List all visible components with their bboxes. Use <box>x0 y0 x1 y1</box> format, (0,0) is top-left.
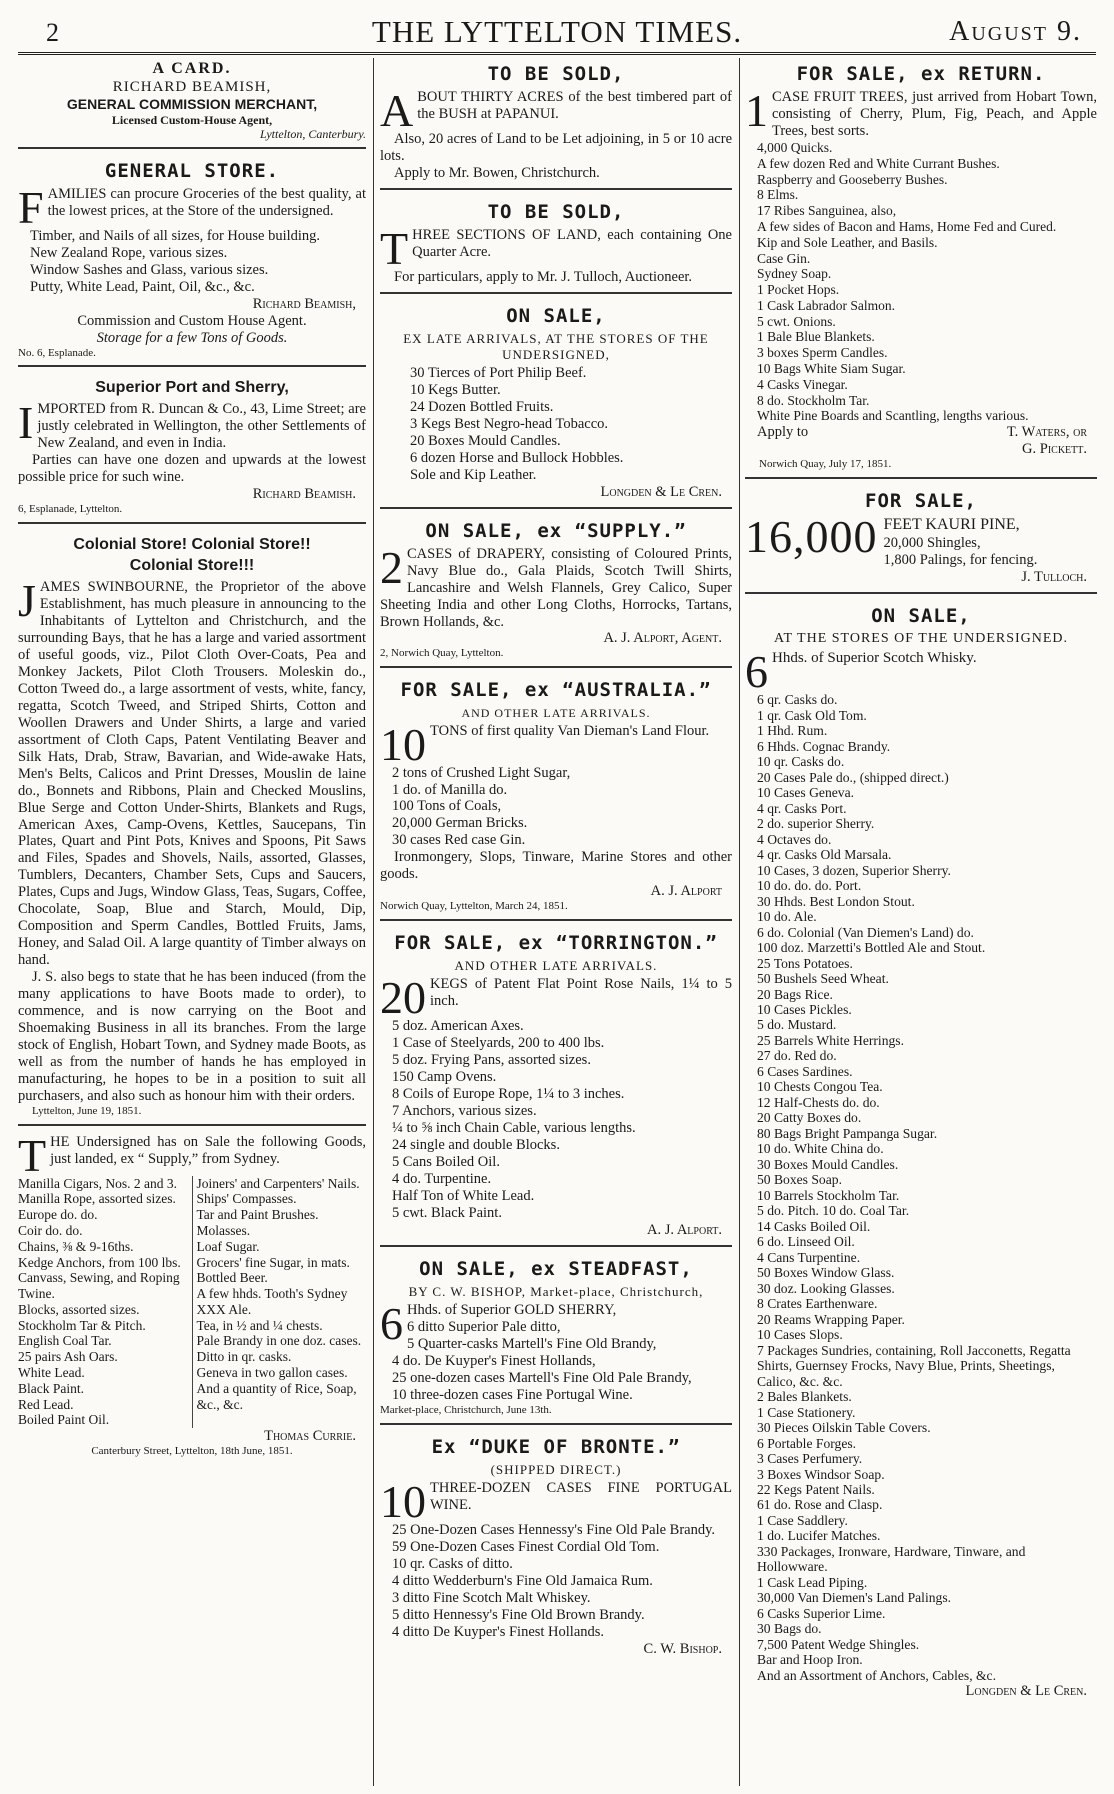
list-item: 3 Boxes Windsor Soap. <box>757 1466 885 1482</box>
list-item: 20 Cases Pale do., (shipped direct.) <box>757 769 949 785</box>
ad-apply: Apply to <box>757 424 809 441</box>
ad-lead-text: Hhds. of Superior Scotch Whisky. <box>772 650 977 667</box>
list-item: 10 Cases Geneva. <box>757 785 855 801</box>
list-item: Europe do. do. <box>18 1207 98 1223</box>
address: Canterbury Street, Lyttelton, 18th June, 1851. <box>91 1445 293 1458</box>
list-item: 8 Elms. <box>757 187 799 203</box>
list-item: 5 doz. American Axes. <box>392 1018 524 1035</box>
ad-lead <box>380 976 732 1018</box>
ad-lead-text: CASE FRUIT TREES, just arrived from Hobart Town, consisting of Cherry, Plum, Fig, Peach, and Apple Trees, best sorts. <box>772 89 1097 140</box>
goods-columns <box>18 1176 366 1429</box>
list-item: Molasses. <box>196 1222 251 1238</box>
newspaper-title: THE LYTTELTON TIMES. <box>371 14 743 49</box>
ad-lead <box>380 723 732 765</box>
signature: Richard Beamish. <box>252 485 356 502</box>
apply-row <box>745 424 1097 441</box>
list-item: Geneva in two gallon cases. <box>196 1364 348 1380</box>
list-item: 20 Boxes Mould Candles. <box>410 432 561 449</box>
list-item: Loaf Sugar. <box>196 1238 260 1254</box>
list-item: 1 Pocket Hops. <box>757 282 840 298</box>
ad-apply: Apply to Mr. Bowen, Christchurch. <box>394 165 600 182</box>
list-item: 8 Crates Earthenware. <box>757 1296 878 1312</box>
list-item: 2 tons of Crushed Light Sugar, <box>392 764 571 781</box>
kauri-line: 20,000 Shingles, <box>883 534 981 551</box>
item-list <box>380 365 732 484</box>
list-item: Pale Brandy in one doz. cases. <box>196 1333 362 1349</box>
list-item: Window Sashes and Glass, various sizes. <box>30 261 269 278</box>
address: Lyttelton, June 19, 1851. <box>32 1104 142 1117</box>
ad-lead <box>380 89 732 131</box>
list-item: 14 Casks Boiled Oil. <box>757 1218 871 1234</box>
list-item: 1 Case of Steelyards, 200 to 400 lbs. <box>392 1035 605 1052</box>
page-number: 2 <box>46 18 59 47</box>
list-item: Ships' Compasses. <box>196 1191 297 1207</box>
ad-subheading: BY C. W. BISHOP, Market-place, Christchurch, <box>408 1284 704 1300</box>
list-item: And a quantity of Rice, Soap, &c., &c. <box>196 1380 357 1412</box>
list-item: 61 do. Rose and Clasp. <box>757 1497 883 1513</box>
list-item: 150 Camp Ovens. <box>392 1069 497 1086</box>
ad-kauri-pine <box>745 485 1097 594</box>
ad-general-store <box>18 155 366 368</box>
ad-to-be-sold-land <box>380 196 732 294</box>
ad-card <box>18 58 366 149</box>
ad-lead-text: Hhds. of Superior GOLD SHERRY, <box>407 1302 617 1319</box>
ad-lead <box>380 1302 732 1404</box>
list-item: 4 do. Turpentine. <box>392 1171 492 1188</box>
list-item: 6 Hhds. Cognac Brandy. <box>757 738 891 754</box>
list-item: And an Assortment of Anchors, Cables, &c. <box>757 1667 996 1683</box>
ad-colonial-store <box>18 530 366 1126</box>
list-item: 10 do. do. do. Port. <box>757 878 862 894</box>
list-item: 3 Kegs Best Negro-head Tobacco. <box>410 415 609 432</box>
drop-cap: 6 <box>380 1302 403 1350</box>
list-item: A few dozen Red and White Currant Bushes. <box>757 155 1000 171</box>
drop-cap: T <box>18 1133 47 1176</box>
list-item: 10 qr. Casks of ditto. <box>392 1556 513 1573</box>
ad-heading: FOR SALE, ex RETURN. <box>796 63 1046 85</box>
list-item: 2 do. superior Sherry. <box>757 816 875 832</box>
list-item: 10 Chests Congou Tea. <box>757 1079 883 1095</box>
list-item: 10 Cases Pickles. <box>757 1001 852 1017</box>
list-item: 27 do. Red do. <box>757 1048 837 1064</box>
list-item: 30 Hhds. Best London Stout. <box>757 893 915 909</box>
address: 6, Esplanade, Lyttelton. <box>18 502 123 515</box>
list-item: Timber, and Nails of all sizes, for House building. <box>30 227 321 244</box>
ad-lead <box>18 401 366 452</box>
list-item: 1 Case Stationery. <box>757 1404 856 1420</box>
ad-subheading: EX LATE ARRIVALS, AT THE STORES OF THE UNDERSIGNED, <box>403 331 709 362</box>
ad-subheading: AT THE STORES OF THE UNDERSIGNED. <box>773 630 1069 646</box>
list-item: 7 Anchors, various sizes. <box>392 1103 537 1120</box>
list-item: 25 pairs Ash Oars. <box>18 1349 118 1365</box>
list-item: 30 cases Red case Gin. <box>392 832 526 849</box>
masthead <box>18 6 1096 55</box>
signature: A. J. Alport <box>650 883 722 900</box>
list-item: 7 Packages Sundries, containing, Roll Jacconetts, Regatta Shirts, Guernsey Frocks, Navy Blue, Prints, Sheetings, Calico, &c. &c. <box>757 1342 1071 1389</box>
goods-list-right <box>192 1176 367 1429</box>
column-rule <box>739 58 740 1786</box>
ad-on-sale-stores <box>745 600 1097 1707</box>
list-item: 4 qr. Casks Old Marsala. <box>757 847 892 863</box>
list-item: 4 ditto De Kuyper's Finest Hollands. <box>392 1623 605 1640</box>
list-item: 10 Cases, 3 dozen, Superior Sherry. <box>757 862 951 878</box>
ad-lead <box>380 227 732 269</box>
drop-cap: J <box>18 579 36 627</box>
list-item: 1 qr. Cask Old Tom. <box>757 707 867 723</box>
list-item: 1 Cask Labrador Salmon. <box>757 297 895 313</box>
ad-lead <box>18 1134 366 1176</box>
list-item: 17 Ribes Sanguinea, also, <box>757 203 897 219</box>
list-item: 6 qr. Casks do. <box>757 692 838 708</box>
drop-cap: 10 <box>380 722 426 765</box>
list-item: 2 Bales Blankets. <box>757 1389 852 1405</box>
ad-heading: FOR SALE, <box>865 489 977 512</box>
list-item: 30 Boxes Mould Candles. <box>757 1156 899 1172</box>
list-item: Bottled Beer. <box>196 1270 268 1286</box>
list-item: 10 Barrels Stockholm Tar. <box>757 1187 900 1203</box>
ad-ex-steadfast <box>380 1253 732 1425</box>
address: Norwich Quay, July 17, 1851. <box>759 458 892 471</box>
list-item: 6 Cases Sardines. <box>757 1063 853 1079</box>
signature-title: Commission and Custom House Agent. <box>77 312 307 329</box>
list-item: 6 do. Colonial (Van Diemen's Land) do. <box>757 924 974 940</box>
ad-ex-return <box>745 58 1097 479</box>
ad-heading: FOR SALE, ex “AUSTRALIA.” <box>400 679 712 702</box>
list-item: 30 Tierces of Port Philip Beef. <box>410 364 587 381</box>
list-item: 59 One-Dozen Cases Finest Cordial Old Tom. <box>392 1539 660 1556</box>
kauri-line: FEET KAURI PINE, <box>883 516 1020 534</box>
list-item: A few sides of Bacon and Hams, Home Fed and Cured. <box>757 218 1057 234</box>
list-item: 6 Portable Forges. <box>757 1435 857 1451</box>
list-item: 1 do. of Manilla do. <box>392 781 508 798</box>
item-list <box>18 228 366 296</box>
ad-lead-text: THREE-DOZEN CASES FINE PORTUGAL WINE. <box>430 1480 732 1514</box>
ad-subheading: AND OTHER LATE ARRIVALS. <box>454 958 658 974</box>
ad-heading: GENERAL STORE. <box>104 159 280 182</box>
list-item: White Pine Boards and Scantling, lengths various. <box>757 408 1029 424</box>
address: Market-place, Christchurch, June 13th. <box>380 1403 552 1416</box>
issue-date: August 9. <box>949 16 1082 47</box>
list-item: Raspberry and Gooseberry Bushes. <box>757 171 948 187</box>
list-item: 24 Dozen Bottled Fruits. <box>410 398 554 415</box>
ad-lead-text: BOUT THIRTY ACRES of the best timbered part of the BUSH at PAPANUI. <box>417 89 732 123</box>
column-2 <box>380 58 732 1786</box>
list-item: 6 Casks Superior Lime. <box>757 1605 886 1621</box>
list-item: 3 Cases Perfumery. <box>757 1451 863 1467</box>
column-3 <box>745 58 1097 1786</box>
signature: A. J. Alport, Agent. <box>603 630 722 647</box>
list-item: 8 Coils of Europe Rope, 1¼ to 3 inches. <box>392 1086 625 1103</box>
list-item: 6 dozen Horse and Bullock Hobbles. <box>410 449 624 466</box>
list-item: Canvass, Sewing, and Roping Twine. <box>18 1270 180 1302</box>
list-item: Half Ton of White Lead. <box>392 1187 535 1204</box>
column-rule <box>373 58 374 1786</box>
drop-cap: 6 <box>745 650 768 693</box>
list-item: 3 boxes Sperm Candles. <box>757 345 888 361</box>
ad-heading: Colonial Store! Colonial Store!! <box>73 535 311 553</box>
ad-lead <box>745 650 1097 692</box>
list-item: Case Gin. <box>757 250 811 266</box>
signature: Thomas Currie. <box>264 1428 356 1445</box>
list-item: 4 Casks Vinegar. <box>757 376 848 392</box>
ad-lead-text: HE Undersigned has on Sale the following Goods, just landed, ex “ Supply,” from Sydney. <box>50 1133 366 1167</box>
list-item: 10 Kegs Butter. <box>410 381 501 398</box>
list-item: 4 qr. Casks Port. <box>757 800 847 816</box>
list-item: 3 ditto Fine Scotch Malt Whiskey. <box>392 1590 591 1607</box>
list-item: 10 three-dozen cases Fine Portugal Wine. <box>392 1387 633 1404</box>
big-number: 16,000 <box>745 516 878 563</box>
list-item: 25 Barrels White Herrings. <box>757 1032 904 1048</box>
ad-on-sale-arrivals <box>380 300 732 508</box>
list-item: 5 do. Mustard. <box>757 1017 837 1033</box>
ad-ex-supply <box>380 515 732 669</box>
list-item: 25 one-dozen cases Martell's Fine Old Pale Brandy, <box>392 1370 692 1387</box>
ad-lead <box>18 186 366 228</box>
ad-heading: FOR SALE, ex “TORRINGTON.” <box>394 932 718 955</box>
ad-text: Parties can have one dozen and upwards at the lowest possible price for such wine. <box>18 452 366 485</box>
list-item: 25 Tons Potatoes. <box>757 955 853 971</box>
list-item: 10 do. White China do. <box>757 1141 884 1157</box>
list-item: ¼ to ⅝ inch Chain Cable, various lengths. <box>392 1120 636 1137</box>
list-item: Stockholm Tar & Pitch. <box>18 1317 146 1333</box>
kauri-line: 1,800 Palings, for fencing. <box>883 551 1038 568</box>
list-item: 1 Cask Lead Piping. <box>757 1574 868 1590</box>
item-list <box>745 692 1097 1683</box>
ad-heading: ON SALE, <box>506 305 606 328</box>
drop-cap: 2 <box>380 545 403 593</box>
list-item: 6 do. Linseed Oil. <box>757 1234 855 1250</box>
list-item: 50 Boxes Window Glass. <box>757 1265 895 1281</box>
list-item: Grocers' fine Sugar, in mats. <box>196 1254 350 1270</box>
list-item: 4 do. De Kuyper's Finest Hollands, <box>392 1353 596 1370</box>
ad-ex-australia <box>380 674 732 921</box>
ad-text: J. S. also begs to state that he has been induced (from the many applications to have Boots made to order), to commence, and is now carrying on the Boot and Shoemaking Business in all its branches. From the large stock of English, Hobart Town, and Sydney made Boots, as well as from the number of hands he has employed in manufacturing, he hopes to be in a position to suit all purchasers, and also such as honour him with their orders. <box>18 969 366 1104</box>
ad-text: Ironmongery, Slops, Tinware, Marine Stores and other goods. <box>380 849 732 883</box>
signature: T. Waters, or <box>1006 424 1087 441</box>
list-item: 1 Case Saddlery. <box>757 1512 848 1528</box>
list-item: 10 do. Ale. <box>757 909 817 925</box>
list-item: 30 Bags do. <box>757 1621 822 1637</box>
drop-cap: A <box>380 89 414 132</box>
ad-lead-text: MPORTED from R. Duncan & Co., 43, Lime Street; are justly celebrated in Wellington, the other Settlements of New Zealand, and even in India. <box>37 401 366 452</box>
list-item: Ditto in qr. casks. <box>196 1349 292 1365</box>
ad-lead <box>380 546 732 631</box>
storage-note: Storage for a few Tons of Goods. <box>96 329 288 346</box>
ad-lead <box>745 516 1097 569</box>
list-item: Tea, in ½ and ¼ chests. <box>196 1317 323 1333</box>
address: 2, Norwich Quay, Lyttelton. <box>380 647 504 660</box>
ad-heading: Superior Port and Sherry, <box>95 379 289 397</box>
list-item: 4 Cans Turpentine. <box>757 1249 861 1265</box>
list-item: 1 do. Lucifer Matches. <box>757 1528 881 1544</box>
address: No. 6, Esplanade. <box>18 346 96 359</box>
ad-text: Also, 20 acres of Land to be Let adjoining, in 5 or 10 acre lots. <box>380 131 732 165</box>
list-item: 20 Bags Rice. <box>757 986 833 1002</box>
list-item: Coir do. do. <box>18 1222 83 1238</box>
list-item: Kip and Sole Leather, and Basils. <box>757 234 938 250</box>
list-item: 8 do. Stockholm Tar. <box>757 392 870 408</box>
ad-subheading: (SHIPPED DIRECT.) <box>490 1462 622 1478</box>
goods-list-left <box>18 1176 188 1429</box>
list-item: A few hhds. Tooth's Sydney XXX Ale. <box>196 1286 348 1317</box>
list-item: 80 Bags Bright Pampanga Sugar. <box>757 1125 938 1141</box>
list-item: Black Paint. <box>18 1380 84 1396</box>
ad-lead <box>745 89 1097 140</box>
drop-cap: 1 <box>745 89 768 137</box>
item-list <box>380 1018 732 1221</box>
list-item: Boiled Paint Oil. <box>18 1412 110 1428</box>
list-item: 4,000 Quicks. <box>757 140 833 156</box>
list-item: 5 do. Pitch. 10 do. Coal Tar. <box>757 1203 910 1219</box>
address: Norwich Quay, Lyttelton, March 24, 1851. <box>380 900 568 913</box>
drop-cap: T <box>380 227 409 270</box>
list-item: 50 Bushels Seed Wheat. <box>757 971 889 987</box>
list-item: 100 Tons of Coals, <box>392 798 502 815</box>
list-item: New Zealand Rope, various sizes. <box>30 244 228 261</box>
list-item: 20 Catty Boxes do. <box>757 1110 862 1126</box>
ad-lead-text: TONS of first quality Van Dieman's Land Flour. <box>430 722 710 739</box>
ad-heading: ON SALE, ex “SUPPLY.” <box>425 519 687 542</box>
ad-heading: ON SALE, <box>871 604 971 627</box>
list-item: Bar and Hoop Iron. <box>757 1652 863 1668</box>
list-item: 30 doz. Looking Glasses. <box>757 1280 895 1296</box>
ad-heading: Ex “DUKE OF BRONTE.” <box>431 1435 681 1458</box>
ad-heading: TO BE SOLD, <box>487 63 625 85</box>
list-item: 25 One-Dozen Cases Hennessy's Fine Old Pale Brandy. <box>392 1522 716 1539</box>
list-item: 5 Quarter-casks Martell's Fine Old Brandy, <box>407 1336 657 1353</box>
list-item: Kedge Anchors, from 100 lbs. <box>18 1254 181 1270</box>
list-item: 330 Packages, Ironware, Hardware, Tinware, and Hollowware. <box>757 1543 1026 1575</box>
ad-lead-text: AMES SWINBOURNE, the Proprietor of the above Establishment, has much pleasure in announcing to the Inhabitants of Lyttelton and Christchurch, and the surrounding Bays, that he has a large and varied assortment of useful goods, viz., Pilot Cloth Over-Coats, Pea and Monkey Jackets, Pilot Cloth Trousers. Moleskin do., Cotton Tweed do., a large assortment of vests, white, fancy, regatta, Scotch Tweed, and Striped Shirts, Cotton and Woollen Drawers and Under Shirts, a large and varied assortment of Cloth Caps, Patent Ventilating Beaver and Silk Hats, Drab, Straw, Bavarian, and Wide-awake Hats, Men's Belts, Calicos and Print Dresses, Mouslin de laine do., Bonnets and Ribbons, Plain and Checked Mouslins, Blue Serge and Cotton Under-Shirts, Blankets and Rugs, American Axes, Camp-Ovens, Kettles, Saucepans, Tin Plates, Quart and Pint Pots, Knives and Spoons, Pit Saws and Files, Spades and Shovels, Nails, assorted, Glasses, Tumblers, Decanters, Chamber Sets, Cups and Saucers, Plates, Cups and Jugs, Window Glass, Teas, Sugars, Coffee, Chocolate, Soap, Blue and Starch, Mould, Dip, Composition and Sperm Candles, Bottled Fruits, Jams, Honey, and Salad Oil. A large quantity of Timber always on hand. <box>18 579 366 969</box>
ad-heading: ON SALE, ex STEADFAST, <box>419 1257 693 1280</box>
drop-cap: I <box>18 401 34 449</box>
list-item: 1 Hhd. Rum. <box>757 723 828 739</box>
ad-lead <box>18 579 366 969</box>
list-item: 30 Pieces Oilskin Table Covers. <box>757 1420 931 1436</box>
list-item: 7,500 Patent Wedge Shingles. <box>757 1636 920 1652</box>
list-item: 100 doz. Marzetti's Bottled Ale and Stout. <box>757 940 986 956</box>
ad-lead-text: KEGS of Patent Flat Point Rose Nails, 1¼ to 5 inch. <box>430 976 732 1010</box>
ad-apply: For particulars, apply to Mr. J. Tulloch, Auctioneer. <box>394 269 693 286</box>
drop-cap: 20 <box>380 976 426 1019</box>
list-item: Blocks, assorted sizes. <box>18 1301 140 1317</box>
ad-duke-of-bronte <box>380 1431 732 1664</box>
card-role: GENERAL COMMISSION MERCHANT, <box>66 96 318 113</box>
signature: Longden & Le Cren. <box>600 483 722 500</box>
list-item: Chains, ⅜ & 9-16ths. <box>18 1238 134 1254</box>
ad-heading: TO BE SOLD, <box>487 201 625 224</box>
signature: Richard Beamish, <box>252 295 356 312</box>
ad-heading: Colonial Store!!! <box>129 557 255 575</box>
signature: A. J. Alport. <box>647 1221 722 1238</box>
item-list <box>380 765 732 850</box>
card-title: A CARD. <box>152 60 232 77</box>
signature: J. Tulloch. <box>1021 568 1087 585</box>
signature: C. W. Bishop. <box>643 1640 722 1657</box>
list-item: Red Lead. <box>18 1396 74 1412</box>
ad-lead-text: HREE SECTIONS OF LAND, each containing One Quarter Acre. <box>412 227 732 261</box>
card-sub: Licensed Custom-House Agent, <box>111 112 273 127</box>
item-list <box>380 1319 732 1404</box>
list-item: 4 Octaves do. <box>757 831 832 847</box>
list-item: 12 Half-Chests do. do. <box>757 1094 880 1110</box>
list-item: 6 ditto Superior Pale ditto, <box>407 1319 561 1336</box>
list-item: 10 Bags White Siam Sugar. <box>757 361 906 377</box>
ad-lead-text: CASES of DRAPERY, consisting of Coloured Prints, Navy Blue do., Gala Plaids, Scotch Twill Shirts, Lancashire and Welsh Flannels, Grey Calico, Super Sheeting India and other Long Cloths, Horrocks, Tartans, Brown Hollands, &c. <box>380 545 732 630</box>
list-item: 1 Bale Blue Blankets. <box>757 329 875 345</box>
ad-subheading: AND OTHER LATE ARRIVALS. <box>461 705 651 720</box>
list-item: 24 single and double Blocks. <box>392 1137 560 1154</box>
list-item: 4 ditto Wedderburn's Fine Old Jamaica Rum. <box>392 1573 653 1590</box>
list-item: Sole and Kip Leather. <box>410 466 537 483</box>
list-item: 5 cwt. Onions. <box>757 313 836 329</box>
drop-cap: 10 <box>380 1480 426 1523</box>
list-item: 50 Boxes Soap. <box>757 1172 842 1188</box>
list-item: 20,000 German Bricks. <box>392 815 528 832</box>
card-name: RICHARD BEAMISH, <box>112 78 272 95</box>
list-item: 22 Kegs Patent Nails. <box>757 1482 875 1497</box>
list-item: 20 Reams Wrapping Paper. <box>757 1311 905 1327</box>
list-item: English Coal Tar. <box>18 1333 112 1349</box>
list-item: Tar and Paint Brushes. <box>196 1207 319 1223</box>
list-item: Manilla Rope, assorted sizes. <box>18 1191 176 1207</box>
list-item: Joiners' and Carpenters' Nails. <box>196 1175 360 1191</box>
list-item: 30,000 Van Diemen's Land Palings. <box>757 1590 952 1606</box>
list-item: 5 doz. Frying Pans, assorted sizes. <box>392 1052 591 1069</box>
list-item: 5 Cans Boiled Oil. <box>392 1154 500 1171</box>
column-1 <box>18 58 366 1786</box>
card-place: Lyttelton, Canterbury. <box>260 126 366 141</box>
ad-to-be-sold-bush <box>380 58 732 190</box>
ad-port-sherry <box>18 373 366 523</box>
list-item: Sydney Soap. <box>757 266 832 282</box>
list-item: 5 cwt. Black Paint. <box>392 1204 502 1221</box>
item-list <box>380 1522 732 1641</box>
list-item: White Lead. <box>18 1364 85 1380</box>
ad-lead <box>380 1480 732 1522</box>
list-item: Putty, White Lead, Paint, Oil, &c., &c. <box>30 278 255 295</box>
list-item: 10 Cases Slops. <box>757 1327 843 1343</box>
ad-lead-text: AMILIES can procure Groceries of the best quality, at the lowest prices, at the Store of the undersigned. <box>47 185 366 219</box>
signature: Longden & Le Cren. <box>965 1683 1087 1700</box>
ad-undersigned <box>18 1132 366 1464</box>
list-item: 10 qr. Casks do. <box>757 754 845 770</box>
list-item: 5 ditto Hennessy's Fine Old Brown Brandy. <box>392 1607 645 1624</box>
signature: G. Pickett. <box>1022 441 1087 458</box>
drop-cap: F <box>18 185 44 228</box>
item-list <box>745 140 1097 424</box>
ad-ex-torrington <box>380 927 732 1247</box>
list-item: Manilla Cigars, Nos. 2 and 3. <box>18 1175 177 1191</box>
